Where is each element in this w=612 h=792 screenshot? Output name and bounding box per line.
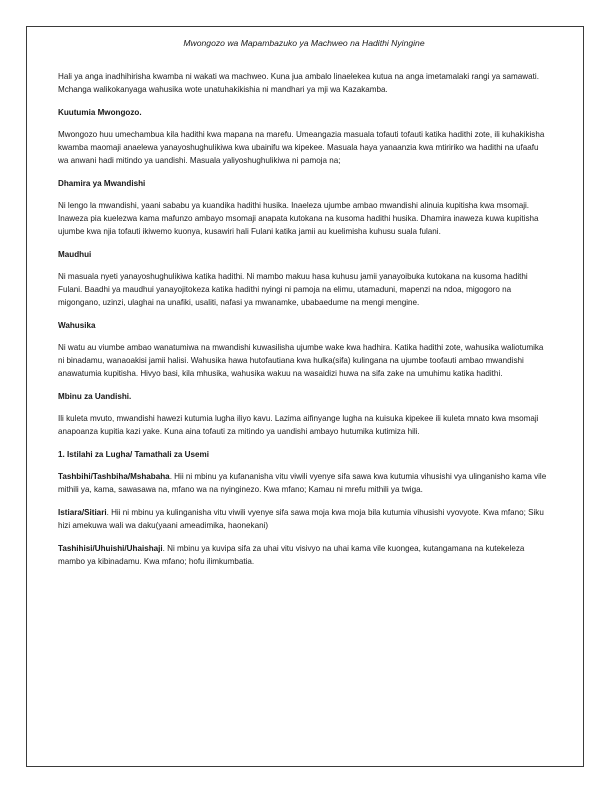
intro-paragraph: Hali ya anga inadhihirisha kwamba ni wakati wa machweo. Kuna jua ambalo linaelekea kutua na anga imetamalaki rangi ya samawati. Mchanga walikokanyaga wahusika wote unatuhakikishia ni mandhari ya mji wa Kazakamba. — [58, 72, 539, 94]
term-definition: . Hii ni mbinu ya kulinganisha vitu viwili vyenye sifa sawa moja kwa moja bila kutumia vihusishi vyovyote. Kwa mfano; Siku hizi amekuwa wali wa daku(yaani ameadimika, haonekani) — [58, 508, 544, 530]
term-paragraph-tashbihi — [58, 470, 550, 496]
document-body — [58, 38, 550, 578]
section-text-mbinu: Ili kuleta mvuto, mwandishi hawezi kutumia lugha iliyo kavu. Lazima aifinyange lugha na kuisuka kipekee ili kuleta mnato kwa msomaji anapoanza kupitia kazi yake. Kuna aina tofauti za mitindo ya uandishi ambayo hutumika kutimiza hili. — [58, 414, 539, 436]
section-text-wahusika: Ni watu au viumbe ambao wanatumiwa na mwandishi kuwasilisha ujumbe wake kwa hadhira. Katika hadithi zote, wahusika waliotumika ni binadamu, wanaoakisi jamii halisi. Wahusika hawa hutofautiana kwa hulka(sifa) kulingana na ujumbe toofauti ambao mwandishi anawatumia kupitisha. Hivyo basi, kila mhusika, wahusika wakuu na wasaidizi huwa na sifa zake na umuhimu katika hadithi. — [58, 343, 544, 378]
section-text-mwongozo: Mwongozo huu umechambua kila hadithi kwa mapana na marefu. Umeangazia masuala tofauti tofauti katika hadithi zote, ili kuhakikisha kwamba maomaji anaelewa yanayoshughulikiwa kwa ubainifu wa kipekee. Masuala haya yanaanzia kwa mtiririko wa hadithi na ufaafu wa anwani hadi mitindo ya uandishi. Masuala yaliyoshughulikiwa ni pamoja na; — [58, 130, 545, 165]
section-text-maudhui: Ni masuala nyeti yanayoshughulikiwa katika hadithi. Ni mambo makuu hasa kuhusu jamii yanayoibuka kutokana na kusoma hadithi Fulani. Baadhi ya maudhui yanayojitokeza katika hadithi nyingi ni pamoja na elimu, utamaduni, mapenzi na ndoa, migogoro na migongano, uzinzi, ulaghai na unafiki, usaliti, nafasi ya mwanamke, ubabaedume na mengi mengine. — [58, 272, 528, 307]
section-text-dhamira: Ni lengo la mwandishi, yaani sababu ya kuandika hadithi husika. Inaeleza ujumbe ambao mwandishi alinuia kupitisha kwa msomaji. Inaweza pia kuelezwa kama mafunzo ambayo msomaji anapata kutokana na kusoma hadithi husika. Dhamira inaweza kuwa kupitisha ujumbe kwa njia tofauti ikiwemo kuonya, kusawiri hali Fulani katika jamii au kuelimisha kuhusu suala fulani. — [58, 201, 539, 236]
section-heading-dhamira: Dhamira ya Mwandishi — [58, 179, 146, 188]
term-definition: . Ni mbinu ya kuvipa sifa za uhai vitu visivyo na uhai kama vile kuongea, kutangamana na kutekeleza mambo ya kibinadamu. Kwa mfano; hofu ilimkumbatia. — [58, 544, 525, 566]
section-heading-mwongozo: Kuutumia Mwongozo. — [58, 108, 142, 117]
term-label: Tashbihi/Tashbiha/Mshabaha — [58, 472, 170, 481]
term-label: Tashihisi/Uhuishi/Uhaishaji — [58, 544, 163, 553]
term-paragraph-tashihisi — [58, 542, 550, 568]
page-header: Mwongozo wa Mapambazuko ya Machweo na Hadithi Nyingine — [183, 38, 425, 48]
section-heading-istilahi: 1. Istilahi za Lugha/ Tamathali za Usemi — [58, 450, 209, 459]
term-label: Istiara/Sitiari — [58, 508, 107, 517]
term-definition: . Hii ni mbinu ya kufananisha vitu viwili vyenye sifa sawa kwa kutumia vihusishi vya ulinganisho kama vile mithili ya, kama, sawasawa na, mfano wa na nyinginezo. Kwa mfano; Kamau ni mrefu mithili ya twiga. — [58, 472, 547, 494]
section-heading-wahusika: Wahusika — [58, 321, 96, 330]
term-paragraph-istiara — [58, 506, 550, 532]
section-heading-maudhui: Maudhui — [58, 250, 92, 259]
section-heading-mbinu: Mbinu za Uandishi. — [58, 392, 132, 401]
